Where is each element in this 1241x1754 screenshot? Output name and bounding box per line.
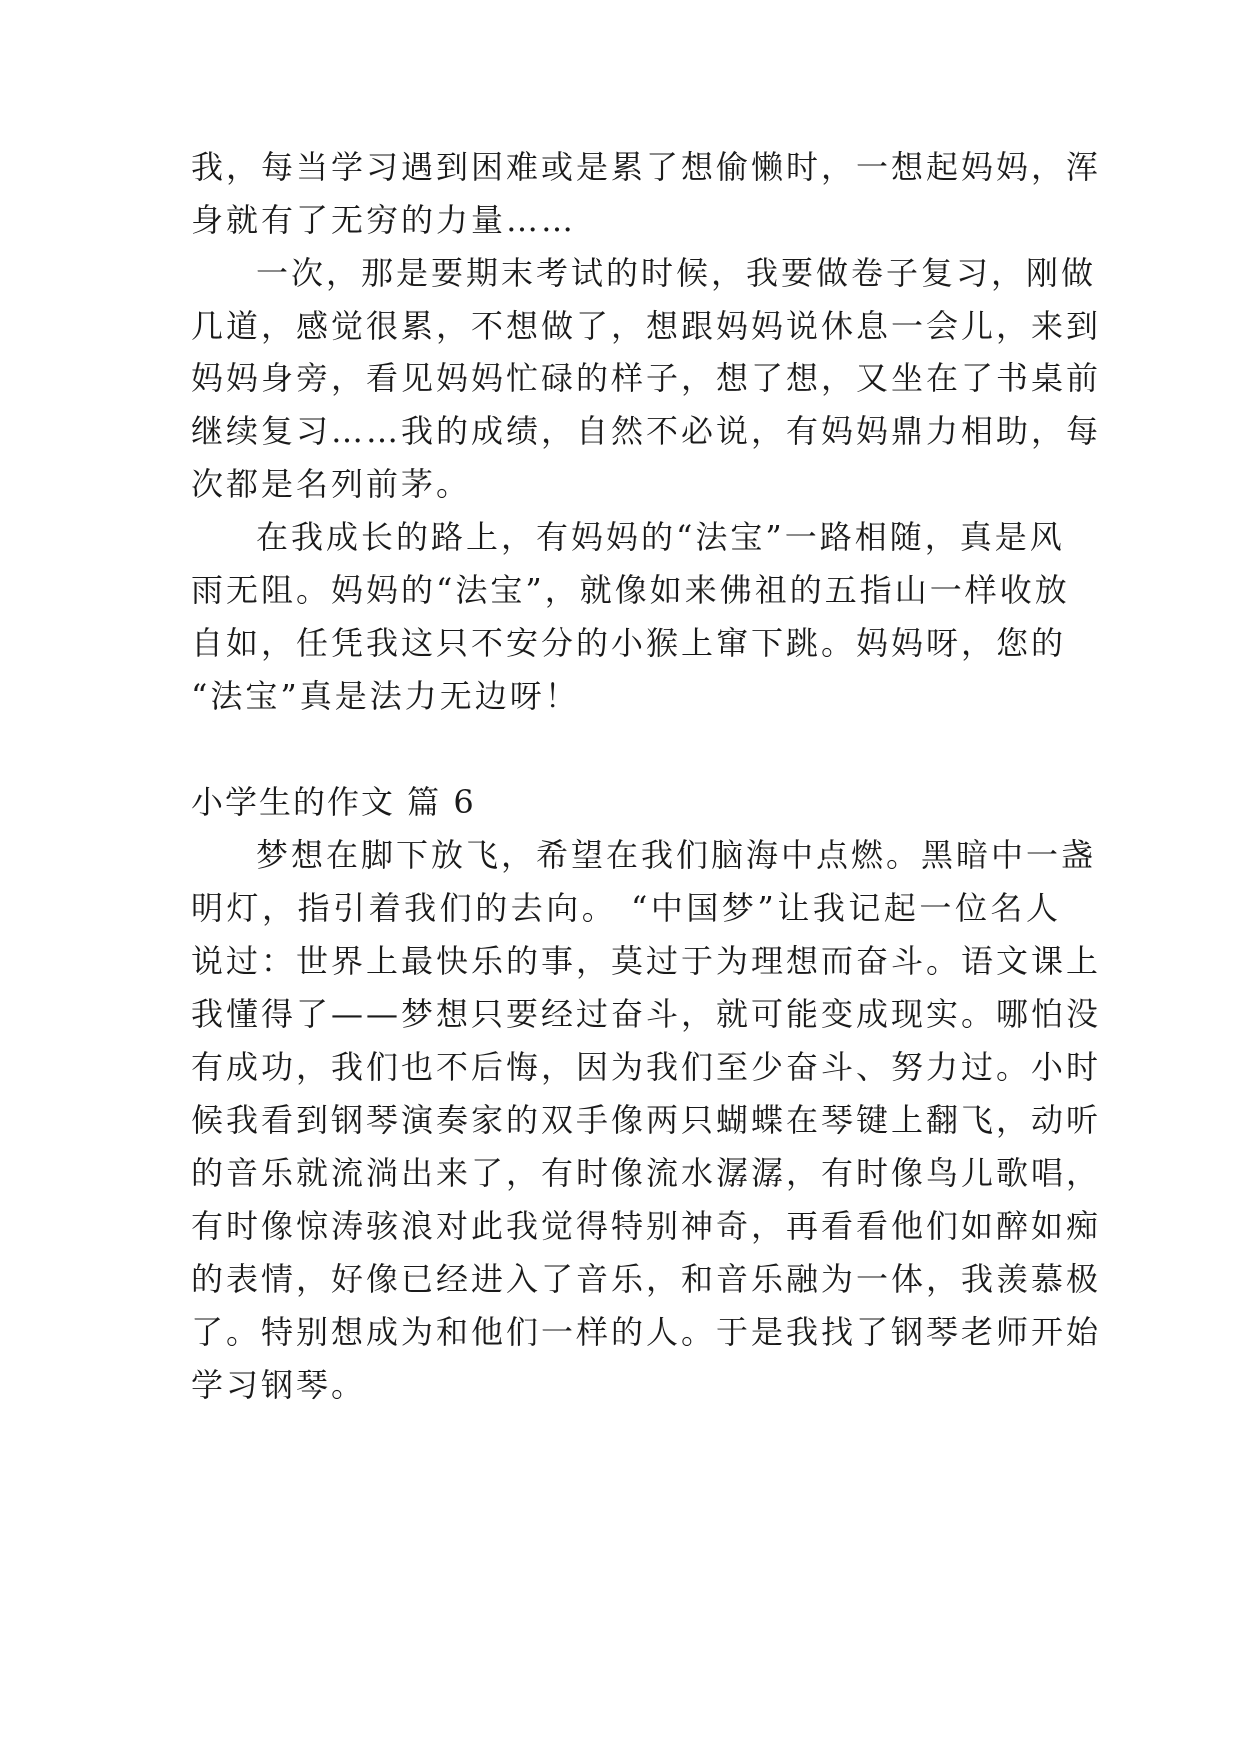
text-line: 学习钢琴。 — [191, 1366, 367, 1404]
text-line: 的表情，好像已经进入了音乐，和音乐融为一体，我羡慕极 — [191, 1260, 1102, 1298]
text-line: 身就有了无穷的力量…… — [191, 201, 577, 239]
text-line: 有成功，我们也不后悔，因为我们至少奋斗、努力过。小时 — [191, 1048, 1102, 1086]
text-line: 的音乐就流淌出来了，有时像流水潺潺，有时像鸟儿歌唱， — [191, 1154, 1102, 1192]
text-line: 了。特别想成为和他们一样的人。于是我找了钢琴老师开始 — [191, 1313, 1102, 1351]
text-line: 我，每当学习遇到困难或是累了想偷懒时，一想起妈妈，浑 — [191, 148, 1102, 186]
text-line: 候我看到钢琴演奏家的双手像两只蝴蝶在琴键上翻飞，动听 — [191, 1101, 1102, 1139]
text-line: 次都是名列前茅。 — [191, 465, 472, 503]
text-line: 在我成长的路上，有妈妈的“法宝”一路相随，真是风 — [256, 518, 1065, 556]
text-line: 雨无阻。妈妈的“法宝”，就像如来佛祖的五指山一样收放 — [191, 571, 1070, 609]
section-heading: 小学生的作文 篇 6 — [191, 783, 476, 821]
text-line: 继续复习……我的成绩，自然不必说，有妈妈鼎力相助，每 — [191, 412, 1102, 450]
text-line: 几道，感觉很累，不想做了，想跟妈妈说休息一会儿，来到 — [191, 307, 1102, 345]
text-line: 有时像惊涛骇浪对此我觉得特别神奇，再看看他们如醉如痴 — [191, 1207, 1102, 1245]
text-line: 说过：世界上最快乐的事，莫过于为理想而奋斗。语文课上 — [191, 942, 1102, 980]
text-line: 明灯，指引着我们的去向。 “中国梦”让我记起一位名人 — [191, 889, 1061, 927]
text-line: 我懂得了——梦想只要经过奋斗，就可能变成现实。哪怕没 — [191, 995, 1102, 1033]
text-line: 妈妈身旁，看见妈妈忙碌的样子，想了想，又坐在了书桌前 — [191, 359, 1102, 397]
text-line: 自如，任凭我这只不安分的小猴上窜下跳。妈妈呀，您的 — [191, 624, 1067, 662]
text-line: “法宝”真是法力无边呀！ — [191, 677, 580, 715]
text-line: 梦想在脚下放飞，希望在我们脑海中点燃。黑暗中一盏 — [256, 836, 1097, 874]
text-line: 一次，那是要期末考试的时候，我要做卷子复习，刚做 — [256, 254, 1097, 292]
